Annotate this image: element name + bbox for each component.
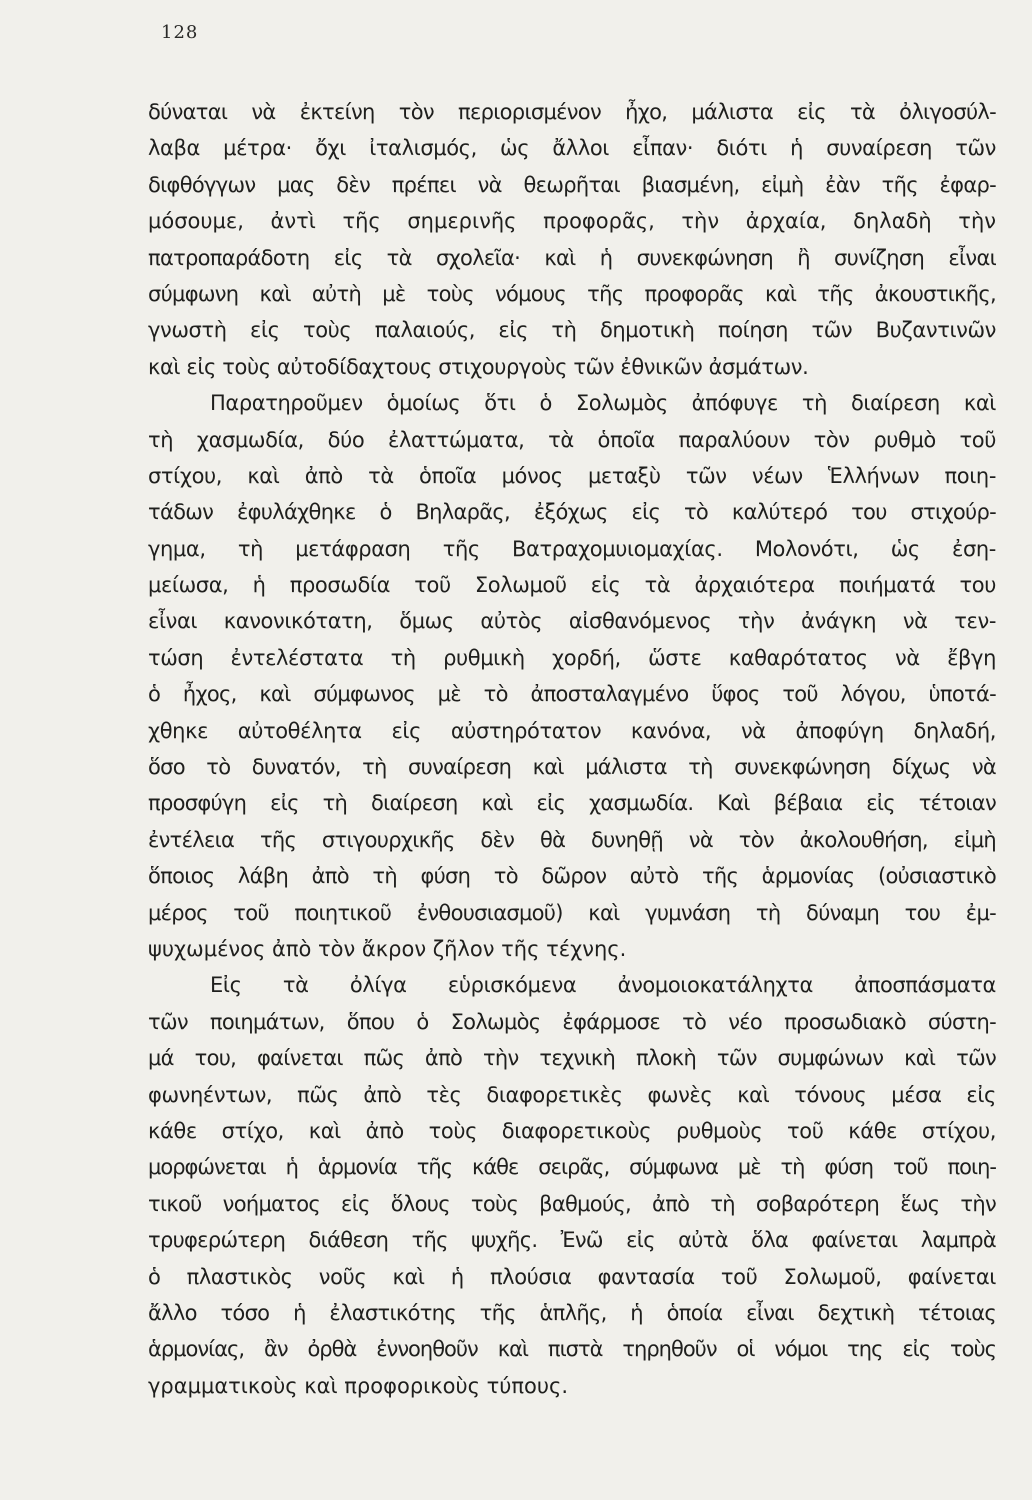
text-line: διφθόγγων μας δὲν πρέπει νὰ θεωρῆται βιασμένη, εἰμὴ ἐὰν τῆς ἐφαρ-: [148, 172, 996, 197]
text-line: τῶν ποιημάτων, ὅπου ὁ Σολωμὸς ἐφάρμοσε τὸ νέο προσωδιακὸ σύστη-: [148, 1009, 996, 1034]
text-line: ὁ ἦχος, καὶ σύμφωνος μὲ τὸ ἀποσταλαγμένο ὕφος τοῦ λόγου, ὑποτά-: [148, 682, 996, 707]
text-line: στίχου, καὶ ἀπὸ τὰ ὁποῖα μόνος μεταξὺ τῶν νέων Ἑλλήνων ποιη-: [148, 463, 996, 488]
text-line: ψυχωμένος ἀπὸ τὸν ἄκρον ζῆλον τῆς τέχνης.: [148, 936, 627, 961]
text-line: προσφύγη εἰς τὴ διαίρεση καὶ εἰς χασμωδία. Καὶ βέβαια εἰς τέτοιαν: [148, 791, 996, 816]
text-line: ὁ πλαστικὸς νοῦς καὶ ἡ πλούσια φαντασία τοῦ Σολωμοῦ, φαίνεται: [148, 1264, 996, 1289]
text-line: κάθε στίχο, καὶ ἀπὸ τοὺς διαφορετικοὺς ρυθμοὺς τοῦ κάθε στίχου,: [148, 1118, 996, 1143]
text-line: φωνηέντων, πῶς ἀπὸ τὲς διαφορετικὲς φωνὲς καὶ τόνους μέσα εἰς: [148, 1082, 996, 1107]
text-line: γνωστὴ εἰς τοὺς παλαιούς, εἰς τὴ δημοτικὴ ποίηση τῶν Βυζαντινῶν: [148, 318, 996, 343]
text-line: ἁρμονίας, ἂν ὀρθὰ ἐννοηθοῦν καὶ πιστὰ τηρηθοῦν οἱ νόμοι της εἰς τοὺς: [148, 1337, 996, 1362]
text-line: ἐντέλεια τῆς στιγουρχικῆς δὲν θὰ δυνηθῇ νὰ τὸν ἀκολουθήση, εἰμὴ: [148, 827, 996, 852]
text-line: Παρατηροῦμεν ὁμοίως ὅτι ὁ Σολωμὸς ἀπόφυγε τὴ διαίρεση καὶ: [210, 391, 996, 416]
text-line: μόσουμε, ἀντὶ τῆς σημερινῆς προφορᾶς, τὴν ἀρχαία, δηλαδὴ τὴν: [148, 209, 996, 234]
text-line: τώση ἐντελέστατα τὴ ρυθμικὴ χορδή, ὥστε καθαρότατος νὰ ἔβγη: [148, 645, 996, 670]
text-line: ὅσο τὸ δυνατόν, τὴ συναίρεση καὶ μάλιστα τὴ συνεκφώνηση δίχως νὰ: [148, 755, 996, 780]
text-line: γραμματικοὺς καὶ προφορικοὺς τύπους.: [148, 1373, 569, 1398]
text-line: χθηκε αὐτοθέλητα εἰς αὐστηρότατον κανόνα, νὰ ἀποφύγη δηλαδή,: [148, 718, 996, 743]
text-line: πατροπαράδοτη εἰς τὰ σχολεῖα· καὶ ἡ συνεκφώνηση ἢ συνίζηση εἶναι: [148, 245, 996, 270]
page-number: 128: [161, 22, 199, 43]
text-line: μείωσα, ἡ προσωδία τοῦ Σολωμοῦ εἰς τὰ ἀρχαιότερα ποιήματά του: [148, 573, 996, 598]
text-line: τικοῦ νοήματος εἰς ὅλους τοὺς βαθμούς, ἀπὸ τὴ σοβαρότερη ἕως τὴν: [148, 1191, 996, 1216]
text-line: μέρος τοῦ ποιητικοῦ ἐνθουσιασμοῦ) καὶ γυμνάση τὴ δύναμη του ἐμ-: [148, 900, 996, 925]
text-line: ὅποιος λάβη ἀπὸ τὴ φύση τὸ δῶρον αὐτὸ τῆς ἁρμονίας (οὐσιαστικὸ: [148, 864, 996, 889]
text-line: τὴ χασμωδία, δύο ἐλαττώματα, τὰ ὁποῖα παραλύουν τὸν ρυθμὸ τοῦ: [148, 427, 996, 452]
text-line: καὶ εἰς τοὺς αὐτοδίδαχτους στιχουργοὺς τῶν ἐθνικῶν ἀσμάτων.: [148, 354, 809, 379]
text-line: μορφώνεται ἡ ἁρμονία τῆς κάθε σειρᾶς, σύμφωνα μὲ τὴ φύση τοῦ ποιη-: [148, 1155, 996, 1180]
text-line: τάδων ἐφυλάχθηκε ὁ Βηλαρᾶς, ἐξόχως εἰς τὸ καλύτερό του στιχούρ-: [148, 500, 996, 525]
text-line: ἄλλο τόσο ἡ ἐλαστικότης τῆς ἁπλῆς, ἡ ὁποία εἶναι δεχτικὴ τέτοιας: [148, 1300, 996, 1325]
text-line: τρυφερώτερη διάθεση τῆς ψυχῆς. Ἐνῶ εἰς αὐτὰ ὅλα φαίνεται λαμπρὰ: [148, 1228, 996, 1253]
text-line: λαβα μέτρα· ὄχι ἰταλισμός, ὡς ἄλλοι εἶπαν· διότι ἡ συναίρεση τῶν: [148, 136, 996, 161]
text-line: μά του, φαίνεται πῶς ἀπὸ τὴν τεχνικὴ πλοκὴ τῶν συμφώνων καὶ τῶν: [148, 1046, 996, 1071]
text-line: Εἰς τὰ ὀλίγα εὑρισκόμενα ἀνομοιοκατάληχτα ἀποσπάσματα: [210, 973, 996, 998]
text-line: δύναται νὰ ἐκτείνη τὸν περιορισμένον ἦχο, μάλιστα εἰς τὰ ὀλιγοσύλ-: [148, 100, 996, 124]
text-line: γημα, τὴ μετάφραση τῆς Βατραχομυιομαχίας. Μολονότι, ὡς ἐση-: [148, 536, 996, 561]
text-line: εἶναι κανονικότατη, ὅμως αὐτὸς αἰσθανόμενος τὴν ἀνάγκη νὰ τεν-: [148, 609, 996, 634]
text-line: σύμφωνη καὶ αὐτὴ μὲ τοὺς νόμους τῆς προφορᾶς καὶ τῆς ἀκουστικῆς,: [148, 281, 996, 306]
body-text: [148, 94, 996, 1404]
